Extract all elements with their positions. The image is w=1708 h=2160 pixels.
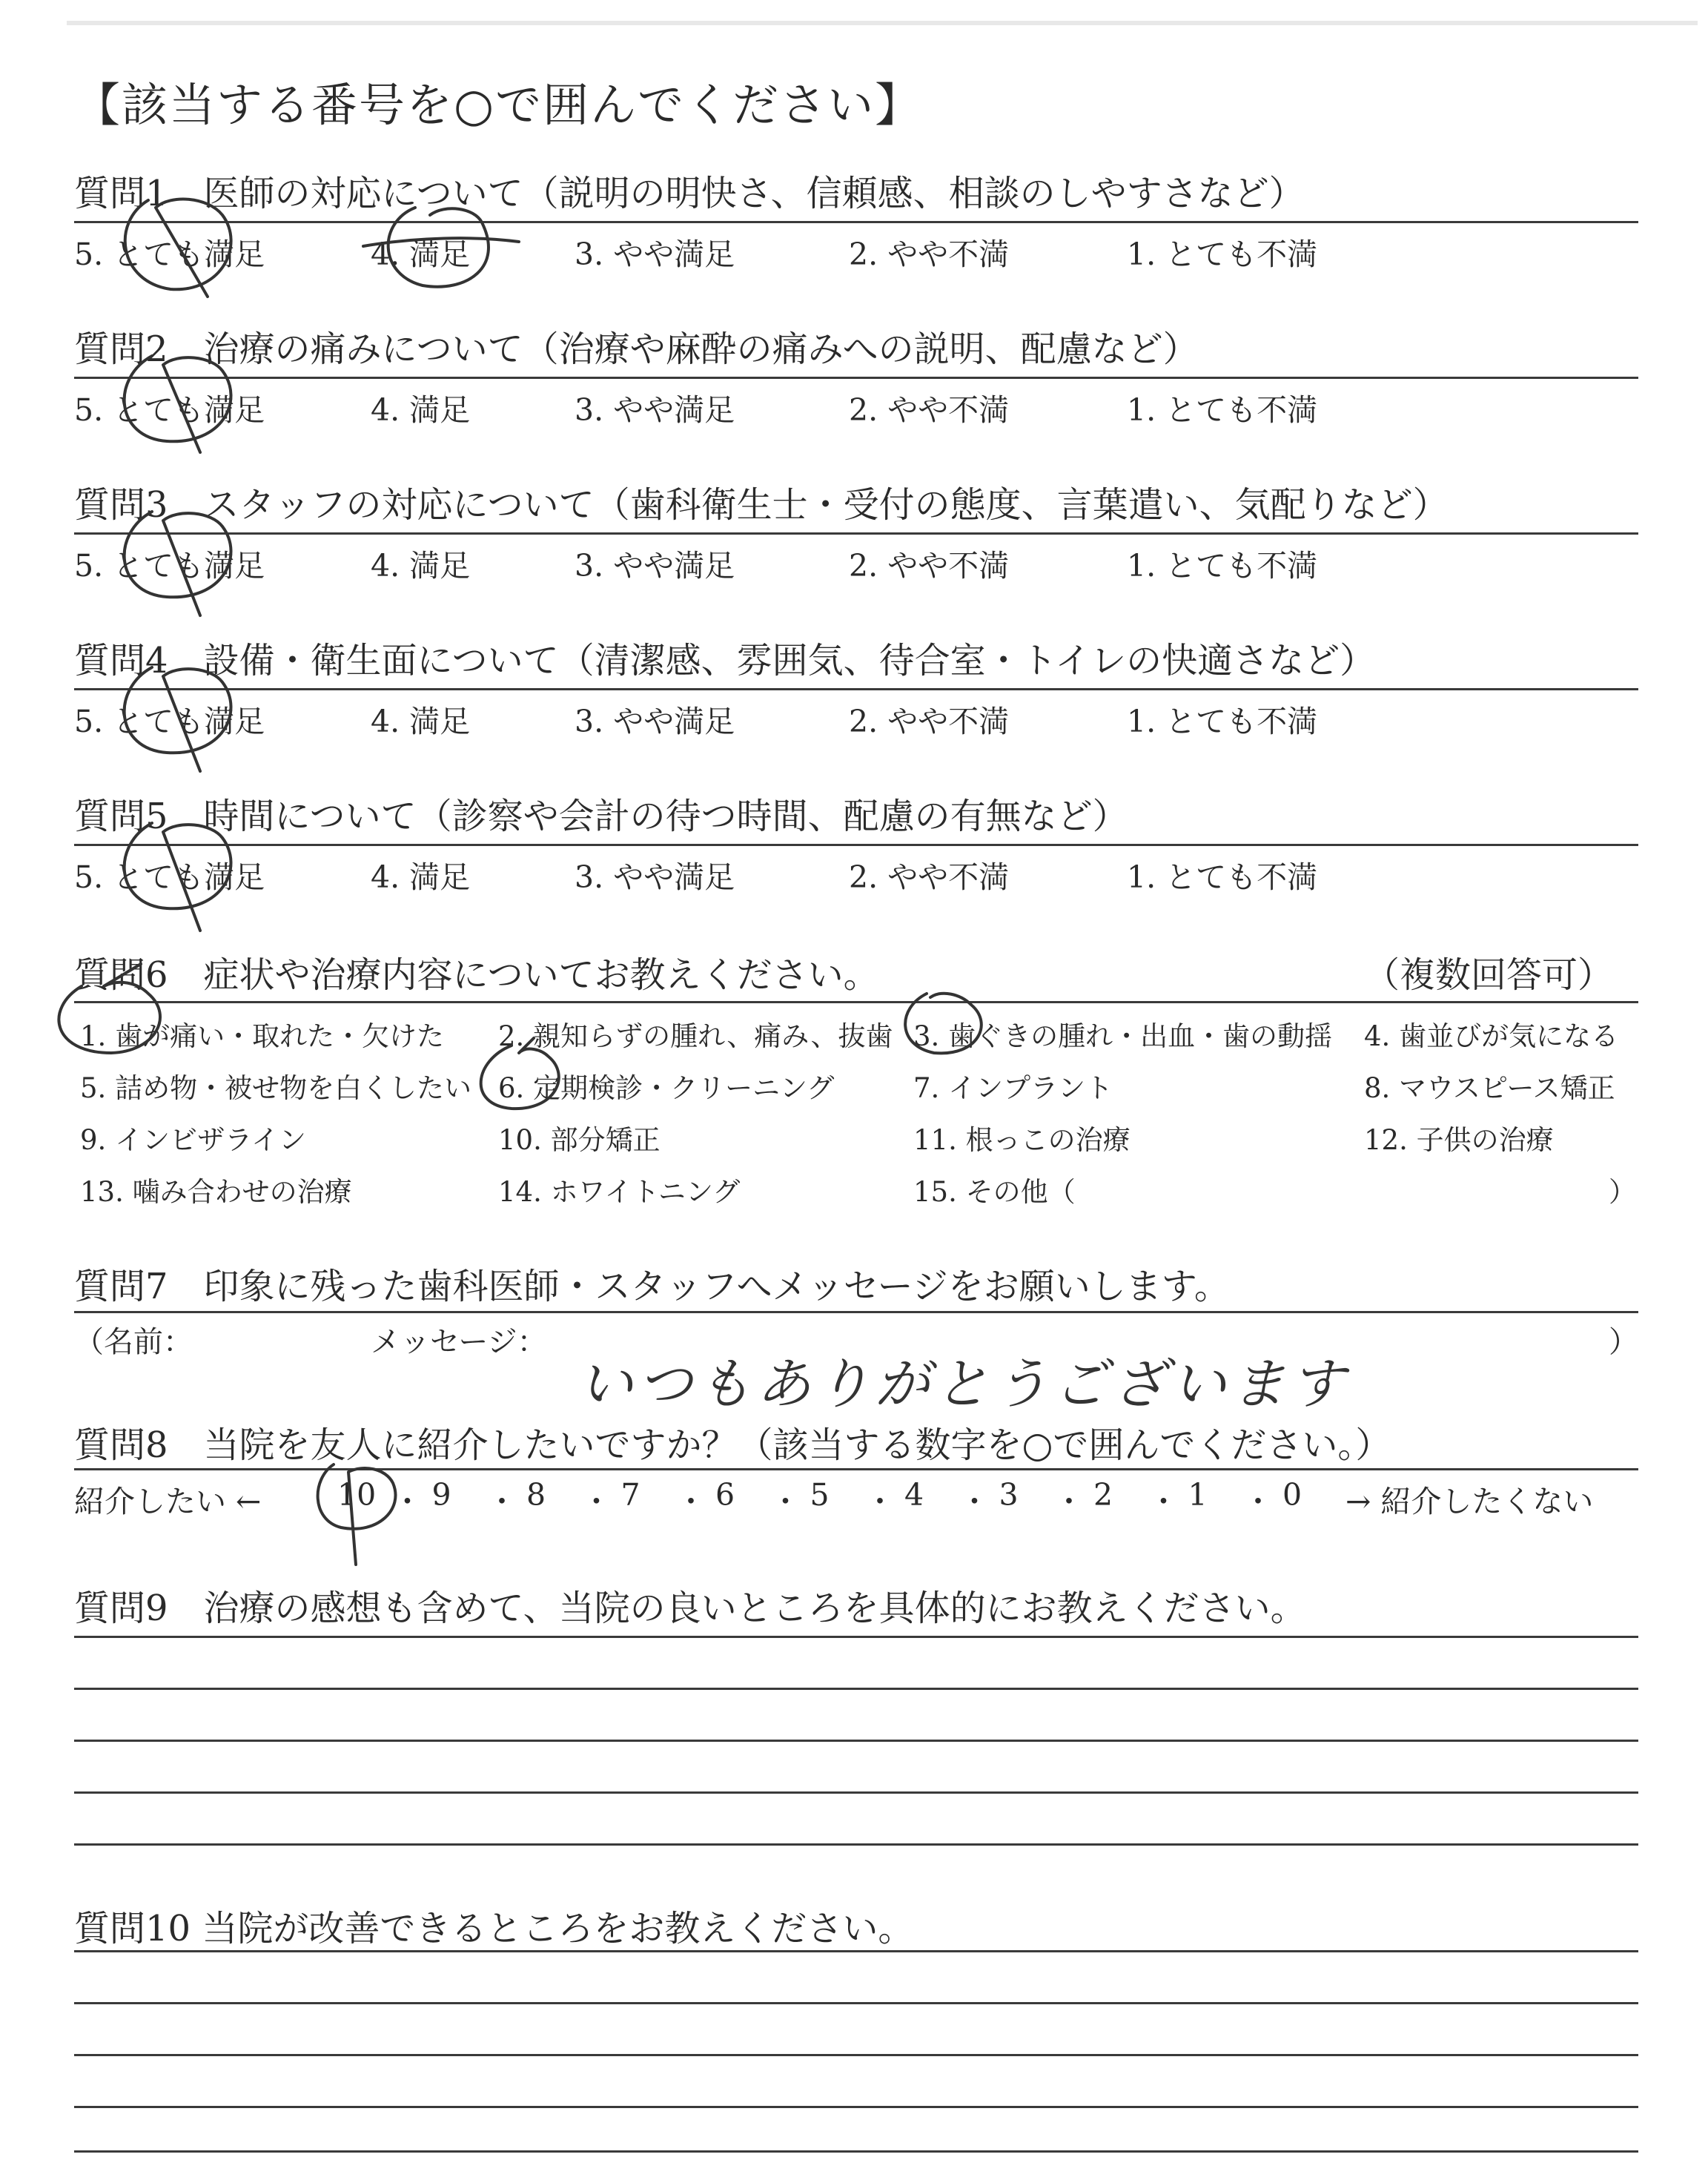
q1-option-1[interactable]: 1. とても不満: [1127, 237, 1318, 272]
q1-option-2[interactable]: 2. やや不満: [849, 237, 1010, 272]
question-5-rule: [74, 844, 1638, 846]
form-header: 【該当する番号を○で囲んでください】: [74, 78, 923, 132]
q8-scale-separator: ・: [392, 1484, 423, 1519]
q4-option-1[interactable]: 1. とても不満: [1127, 704, 1318, 739]
q7-close-paren: ）: [1609, 1325, 1638, 1359]
question-1-title: 質問1 医師の対応について（説明の明快さ、信頼感、相談のしやすさなど）: [74, 173, 1305, 214]
q8-scale-separator: ・: [864, 1484, 896, 1519]
q8-scale-7[interactable]: 7: [620, 1477, 640, 1513]
q6-option-13[interactable]: 13. 噛み合わせの治療: [80, 1176, 352, 1208]
q8-scale-2[interactable]: 2: [1093, 1477, 1113, 1513]
q8-scale-separator: ・: [1242, 1484, 1274, 1519]
question-4-rule: [74, 688, 1638, 690]
q2-option-4[interactable]: 4. 満足: [371, 392, 471, 428]
top-edge: [67, 21, 1698, 25]
q8-scale-9[interactable]: 9: [431, 1477, 451, 1513]
q9-answer-line-3[interactable]: [74, 1740, 1638, 1742]
q5-option-3[interactable]: 3. やや満足: [575, 859, 735, 895]
q8-scale-5[interactable]: 5: [810, 1477, 830, 1513]
q8-scale-separator: ・: [959, 1484, 990, 1519]
q2-option-2[interactable]: 2. やや不満: [849, 392, 1010, 428]
q8-scale-separator: ・: [1053, 1484, 1085, 1519]
q8-scale-separator: ・: [675, 1484, 706, 1519]
q6-option-14[interactable]: 14. ホワイトニング: [498, 1176, 741, 1208]
q6-option-6[interactable]: 6. 定期検診・クリーニング: [498, 1072, 835, 1104]
question-1-rule: [74, 221, 1638, 223]
q6-option-9[interactable]: 9. インビザライン: [80, 1124, 306, 1156]
q7-name-label: （名前：: [74, 1325, 193, 1359]
q8-scale-6[interactable]: 6: [715, 1477, 735, 1513]
question-8-rule: [74, 1468, 1638, 1470]
q2-option-1[interactable]: 1. とても不満: [1127, 392, 1318, 428]
q3-option-3[interactable]: 3. やや満足: [575, 548, 735, 584]
q8-scale-3[interactable]: 3: [999, 1477, 1019, 1513]
q1-option-3[interactable]: 3. やや満足: [575, 237, 735, 272]
q8-left-label: 紹介したい ←: [74, 1484, 262, 1519]
question-10-title: 質問10 当院が改善できるところをお教えください。: [74, 1908, 914, 1949]
q2-option-5[interactable]: 5. とても満足: [74, 392, 265, 428]
q6-option-12[interactable]: 12. 子供の治療: [1364, 1124, 1554, 1156]
q6-option-4[interactable]: 4. 歯並びが気になる: [1364, 1020, 1619, 1052]
q6-option-7[interactable]: 7. インプラント: [913, 1072, 1113, 1104]
question-6-rule: [74, 1001, 1638, 1003]
q7-handwritten-message[interactable]: いつもありがとうございます: [578, 1353, 1349, 1416]
q8-scale-8[interactable]: 8: [526, 1477, 546, 1513]
question-3-rule: [74, 532, 1638, 535]
q8-scale-separator: ・: [486, 1484, 517, 1519]
q6-option-8[interactable]: 8. マウスピース矯正: [1364, 1072, 1615, 1104]
q8-scale-4[interactable]: 4: [904, 1477, 924, 1513]
q9-answer-line-2[interactable]: [74, 1688, 1638, 1690]
q1-option-4[interactable]: 4. 満足: [371, 237, 471, 272]
question-5-title: 質問5 時間について（診察や会計の待つ時間、配慮の有無など）: [74, 796, 1128, 837]
q6-option-15[interactable]: 15. その他（: [913, 1176, 1076, 1208]
q8-scale-1[interactable]: 1: [1188, 1477, 1208, 1513]
q6-option-2[interactable]: 2. 親知らずの腫れ、痛み、抜歯: [498, 1020, 893, 1052]
q6-option-11[interactable]: 11. 根っこの治療: [913, 1124, 1131, 1156]
q3-option-5[interactable]: 5. とても満足: [74, 548, 265, 584]
q8-scale-0[interactable]: 0: [1282, 1477, 1302, 1513]
q5-option-5[interactable]: 5. とても満足: [74, 859, 265, 895]
q3-option-4[interactable]: 4. 満足: [371, 548, 471, 584]
q10-answer-line-1[interactable]: [74, 1950, 1638, 1952]
q5-option-2[interactable]: 2. やや不満: [849, 859, 1010, 895]
q8-scale-10[interactable]: 10: [337, 1477, 377, 1513]
question-8-title: 質問8 当院を友人に紹介したいですか？（該当する数字を○で囲んでください。）: [74, 1424, 1391, 1466]
q6-option-10[interactable]: 10. 部分矯正: [498, 1124, 661, 1156]
question-6-title: 質問6 症状や治療内容についてお教えください。: [74, 954, 879, 996]
question-4-title: 質問4 設備・衛生面について（清潔感、雰囲気、待合室・トイレの快適さなど）: [74, 640, 1376, 681]
q9-answer-line-1[interactable]: [74, 1636, 1638, 1638]
q8-scale-separator: ・: [581, 1484, 612, 1519]
q2-option-3[interactable]: 3. やや満足: [575, 392, 735, 428]
q3-option-1[interactable]: 1. とても不満: [1127, 548, 1318, 584]
q4-option-4[interactable]: 4. 満足: [371, 704, 471, 739]
q5-option-4[interactable]: 4. 満足: [371, 859, 471, 895]
q6-option-5[interactable]: 5. 詰め物・被せ物を白くしたい: [80, 1072, 472, 1104]
question-7-rule: [74, 1311, 1638, 1313]
question-3-title: 質問3 スタッフの対応について（歯科衛生士・受付の態度、言葉遣い、気配りなど）: [74, 484, 1449, 526]
q10-answer-line-5[interactable]: [74, 2150, 1638, 2153]
question-2-rule: [74, 377, 1638, 379]
q6-option-1[interactable]: 1. 歯が痛い・取れた・欠けた: [80, 1020, 445, 1052]
q3-option-2[interactable]: 2. やや不満: [849, 548, 1010, 584]
q5-option-1[interactable]: 1. とても不満: [1127, 859, 1318, 895]
question-9-title: 質問9 治療の感想も含めて、当院の良いところを具体的にお教えください。: [74, 1588, 1306, 1629]
question-7-title: 質問7 印象に残った歯科医師・スタッフへメッセージをお願いします。: [74, 1266, 1230, 1307]
q10-answer-line-4[interactable]: [74, 2106, 1638, 2108]
question-2-title: 質問2 治療の痛みについて（治療や麻酔の痛みへの説明、配慮など）: [74, 328, 1199, 370]
q8-scale-separator: ・: [1148, 1484, 1179, 1519]
question-6-note: （複数回答可）: [1364, 954, 1614, 996]
q1-option-5[interactable]: 5. とても満足: [74, 237, 265, 272]
q6-option-15-close: ）: [1609, 1176, 1636, 1208]
q4-option-3[interactable]: 3. やや満足: [575, 704, 735, 739]
q7-message-label: メッセージ：: [371, 1325, 547, 1359]
q4-option-2[interactable]: 2. やや不満: [849, 704, 1010, 739]
q9-answer-line-4[interactable]: [74, 1791, 1638, 1794]
q4-option-5[interactable]: 5. とても満足: [74, 704, 265, 739]
q10-answer-line-3[interactable]: [74, 2054, 1638, 2056]
q8-right-label: → 紹介したくない: [1345, 1484, 1594, 1519]
q8-scale-separator: ・: [770, 1484, 801, 1519]
q9-answer-line-5[interactable]: [74, 1843, 1638, 1846]
q10-answer-line-2[interactable]: [74, 2002, 1638, 2004]
q6-option-3[interactable]: 3. 歯ぐきの腫れ・出血・歯の動揺: [913, 1020, 1333, 1052]
